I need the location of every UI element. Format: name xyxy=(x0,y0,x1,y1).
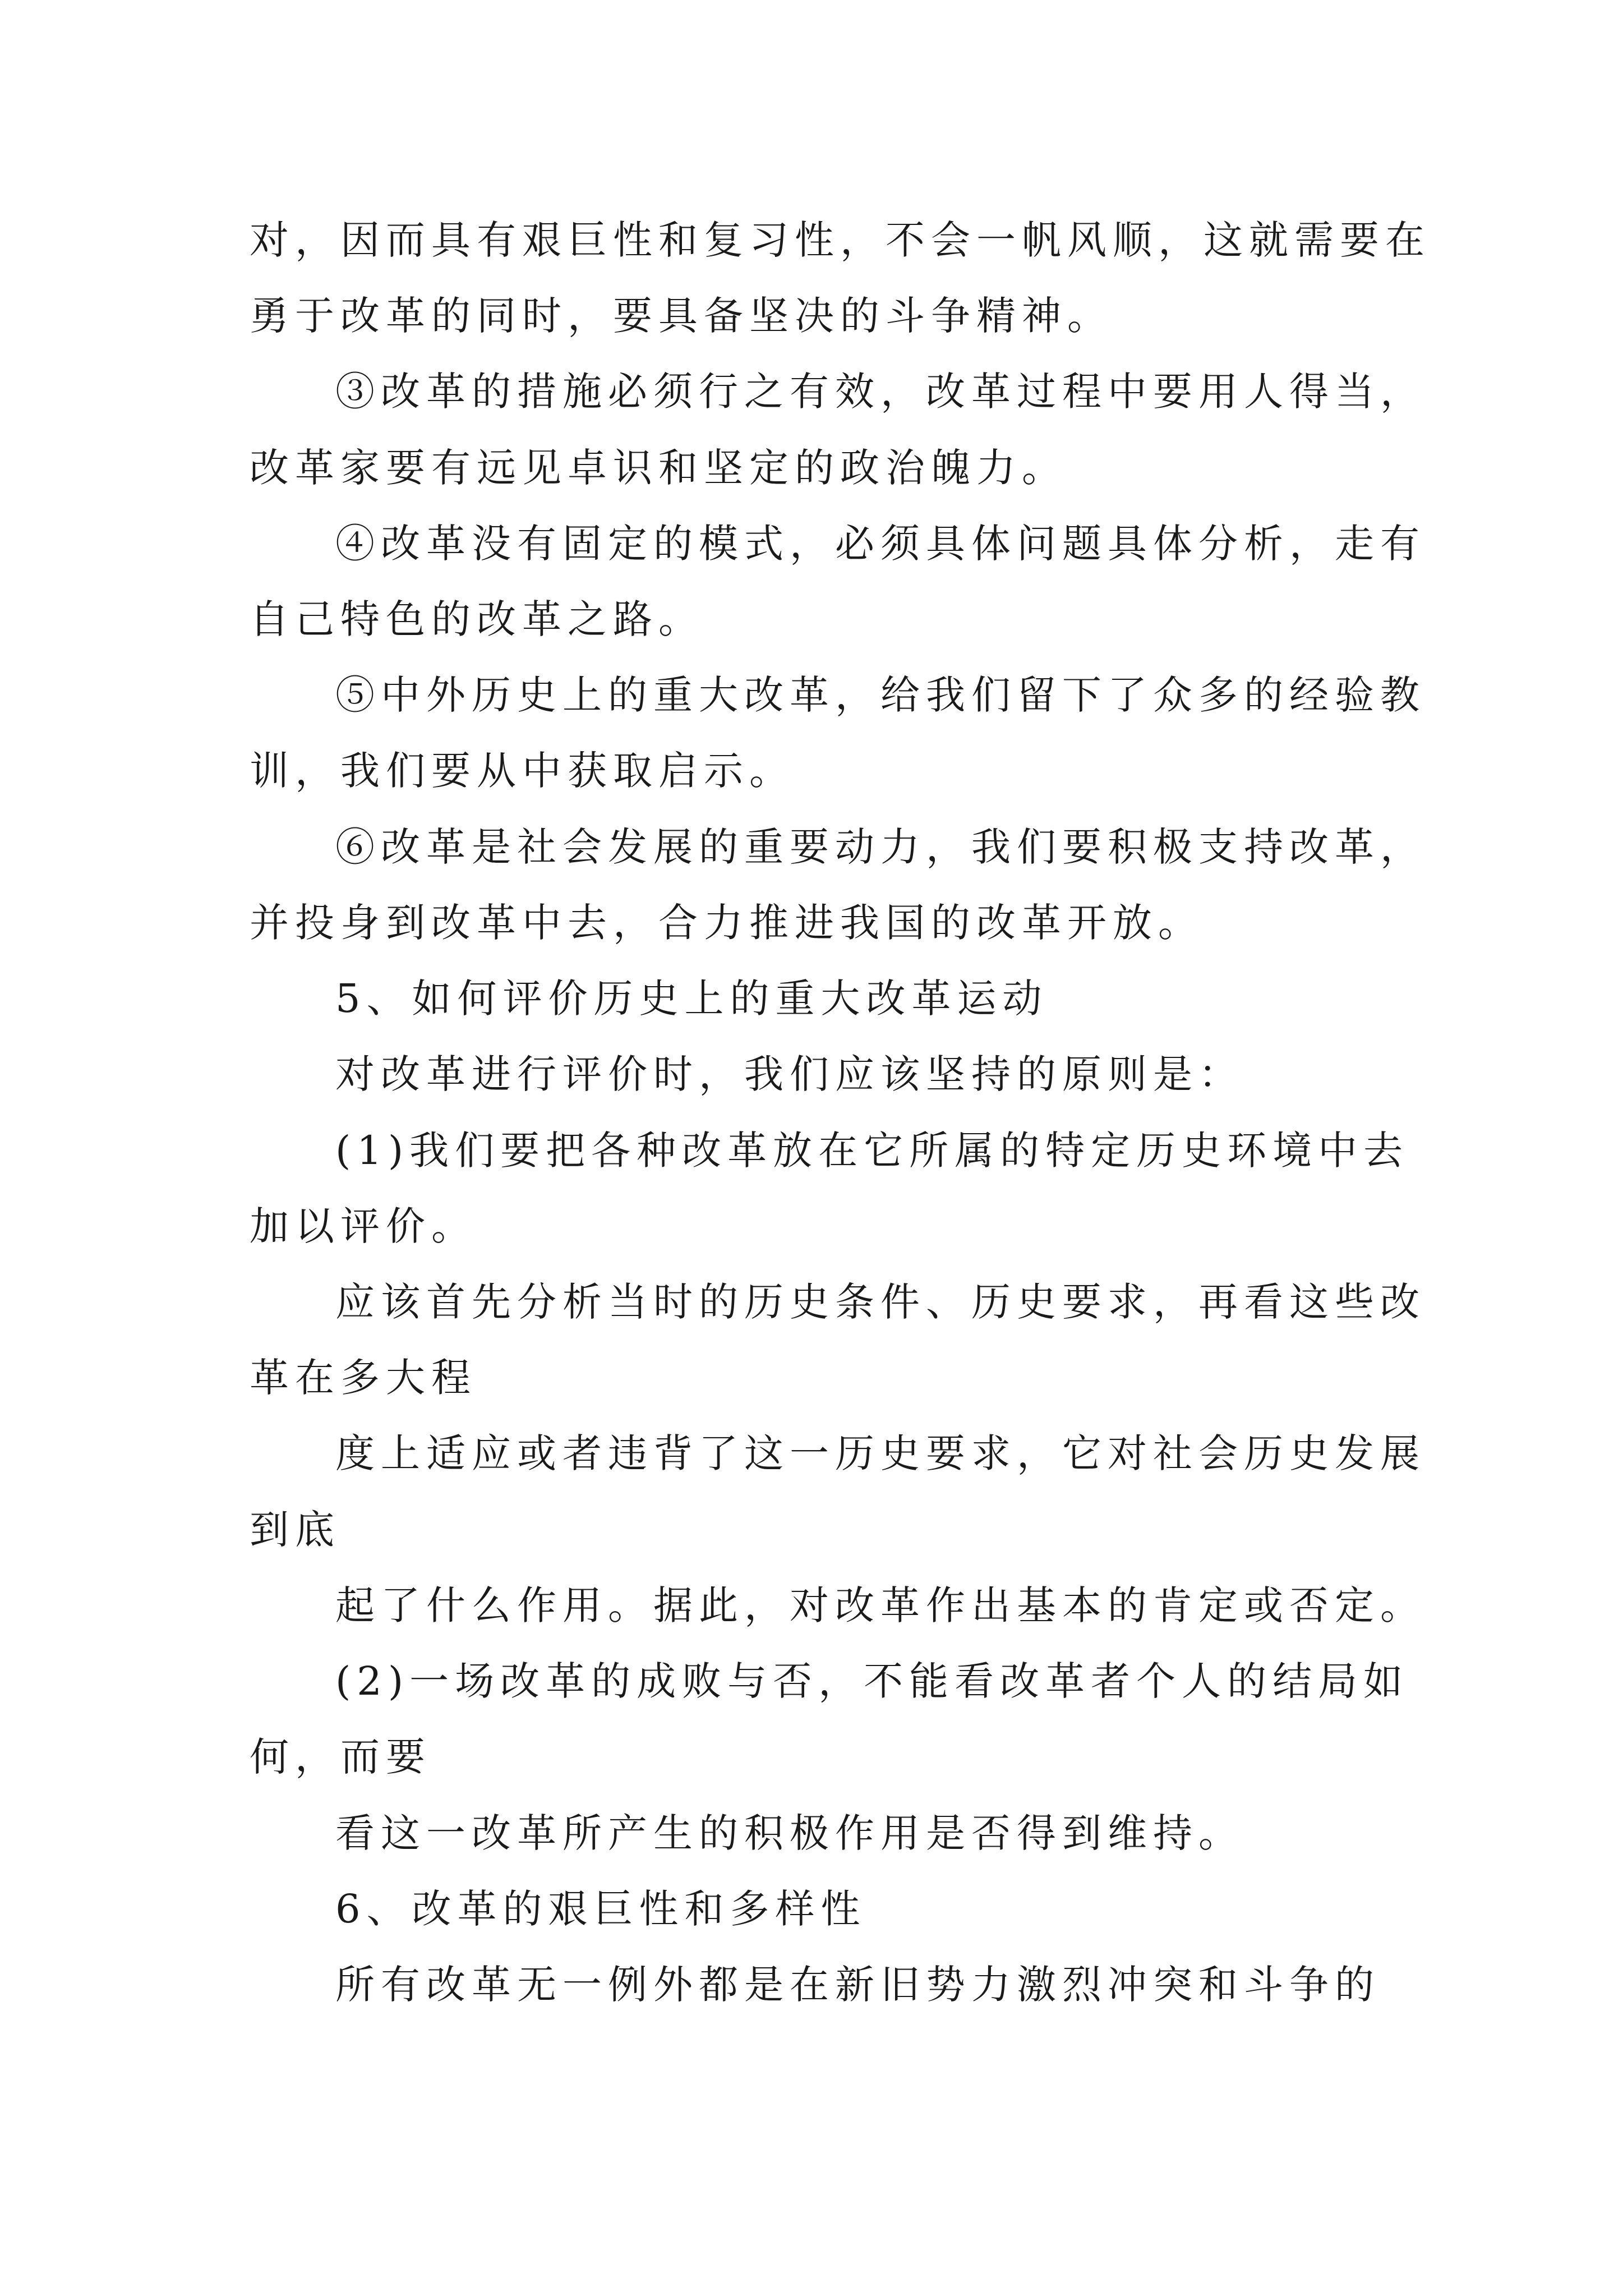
text-line: 起了什么作用。据此，对改革作出基本的肯定或否定。 xyxy=(335,1582,1426,1628)
text-line: 所有改革无一例外都是在新旧势力激烈冲突和斗争的 xyxy=(335,1962,1380,2008)
text-line: 自己特色的改革之路。 xyxy=(250,596,704,642)
text-line: 改革家要有远见卓识和坚定的政治魄力。 xyxy=(250,445,1067,491)
text-line: ④改革没有固定的模式，必须具体问题具体分析，走有 xyxy=(335,521,1426,567)
text-line: 对，因而具有艰巨性和复习性，不会一帆风顺，这就需要在 xyxy=(250,217,1431,263)
text-line: 加以评价。 xyxy=(250,1203,477,1249)
text-line: 到底 xyxy=(250,1507,340,1553)
text-line: 看这一改革所产生的积极作用是否得到维持。 xyxy=(335,1810,1244,1856)
text-line: 勇于改革的同时，要具备坚决的斗争精神。 xyxy=(250,293,1113,339)
text-line: (1)我们要把各种改革放在它所属的特定历史环境中去 xyxy=(335,1128,1409,1174)
text-line: 度上适应或者违背了这一历史要求，它对社会历史发展 xyxy=(335,1430,1426,1476)
text-line: 并投身到改革中去，合力推进我国的改革开放。 xyxy=(250,900,1204,946)
text-line: 革在多大程 xyxy=(250,1355,477,1401)
text-line: ⑤中外历史上的重大改革，给我们留下了众多的经验教 xyxy=(335,672,1426,718)
text-line: 训，我们要从中获取启示。 xyxy=(250,748,795,794)
section-heading: 5、如何评价历史上的重大改革运动 xyxy=(335,976,1048,1022)
text-line: ③改革的措施必须行之有效，改革过程中要用人得当， xyxy=(335,369,1426,415)
text-line: 对改革进行评价时，我们应该坚持的原则是： xyxy=(335,1051,1244,1097)
section-heading: 6、改革的艰巨性和多样性 xyxy=(335,1886,866,1932)
text-line: 应该首先分析当时的历史条件、历史要求，再看这些改 xyxy=(335,1279,1426,1325)
text-line: ⑥改革是社会发展的重要动力，我们要积极支持改革， xyxy=(335,824,1426,870)
text-line: (2)一场改革的成败与否，不能看改革者个人的结局如 xyxy=(335,1658,1409,1704)
text-line: 何，而要 xyxy=(250,1734,431,1780)
